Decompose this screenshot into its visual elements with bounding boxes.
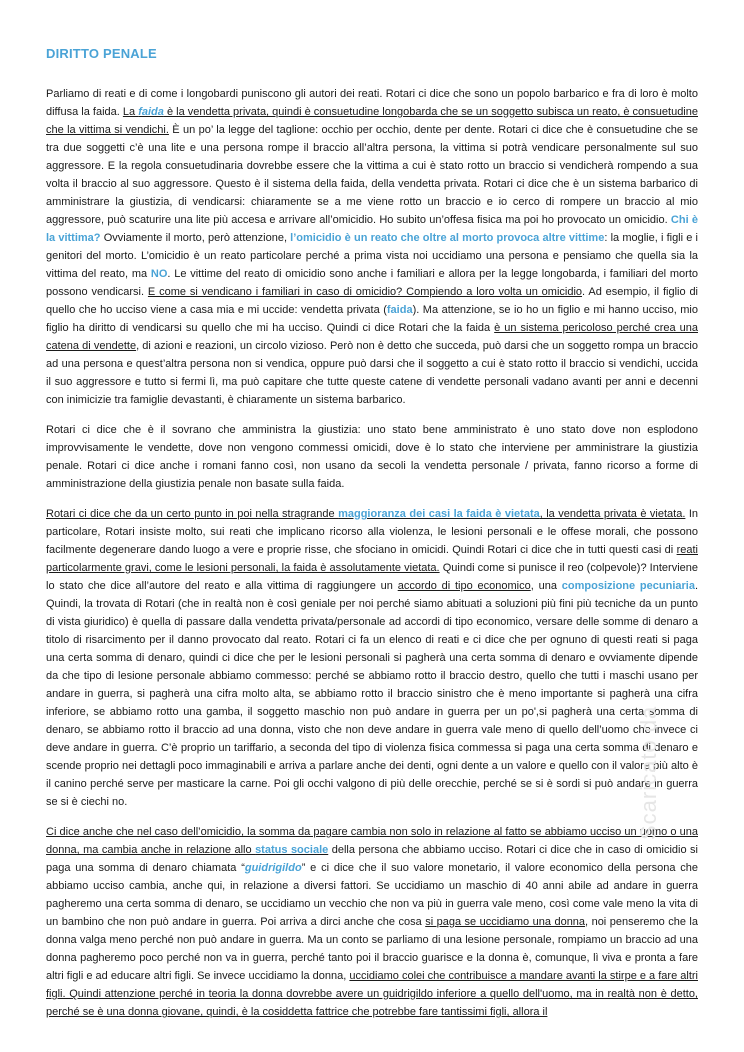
underlined-reati-gravi: reati particolarmente gravi, come le lesioni personali, la faida è assolutamente vietata. [46,544,698,574]
document-page [46,40,698,1033]
text-run: ” e ci dice che il suo valore monetario, il valore economico della persona che abbiamo ucciso cambia, anche qui, in relazione a diversi fattori. Se uccidiamo un maschio di 40 anni abile ad andare in guerra pagheremo una certa somma di denaro, se uccidiamo un vecchio che non va più in guerra vale meno, così come vale meno la vita di un bambino che non può andare in guerra. Poi arriva a dirci anche che cosa [46,862,698,928]
text-run: È un po’ la legge del taglione: occhio per occhio, dente per dente. Rotari ci dice che è consuetudine che se tra due soggetti c’è una lite e una persona rompe il braccio all’altra persona, la vittima si potrà vendicare personalmente sul suo aggressore. E la regola consuetudinaria dovrebbe essere che la vittima a cui è stato rotto un braccio si vendicherà rompendo a sua volta il braccio al suo aggressore. Questo è il sistema della faida, della vendetta privata. Rotari ci dice che è un sistema barbarico di amministrare la giustizia, di vendicarsi: chiaramente se a me viene rotto un braccio e io cerco di rompere un braccio al mio aggressore, può scaturire una lite più accesa e arrivare all’omicidio. Ho subito un’offesa fisica ma poi ho provocato un omicidio. [46,124,699,226]
text-run: della persona che abbiamo ucciso. Rotari ci dice che in caso di omicidio si paga una somma di denaro chiamata “ [46,844,699,874]
underlined-donna: si paga se uccidiamo una donna [425,916,586,928]
text-run: , di azioni e reazioni, un circolo vizioso. Però non è detto che succeda, può darsi che un soggetto rompa un braccio ad una persona e quest’altra persona non si vendica, oppure può darsi che il soggetto a cui è stato rotto il braccio si vendichi, uccida il suo aggressore e tutto si fermi lì, ma può capitare che tutte queste catene di vendette personali vadano avanti per anni e decenni con inimicizie tra famiglie devastanti, è chiaramente un sistema barbarico. [46,340,698,406]
highlight-divieto: maggioranza dei casi la faida è vietata [338,508,540,520]
text-run: . Le vittime del reato di omicidio sono anche i familiari e allora per la legge longobarda, i familiari del morto possono vendicarsi. [46,268,698,298]
text-run: è la vendetta privata, quindi è consuetudine longobarda che se un soggetto subisca un reato, è consuetudine che la vittima si vendichi. [46,106,698,136]
watermark: Scaricato da [636,705,661,840]
text-run: La [122,106,139,118]
paragraph-composizione [46,505,698,811]
text-run: : la moglie, i figli e i genitori del morto. L’omicidio è un reato particolare perché a prima vista noi uccidiamo una persona e pensiamo che quella sia la vittima del reato, ma [46,232,698,280]
paragraph-sovrano: Rotari ci dice che è il sovrano che amministra la giustizia: uno stato bene amministrato è uno stato dove non esplodono improvvisamente le vendette, dove non vengono commessi omicidi, dove è lo stato che interviene per amministrare la giustizia penale. Rotari ci dice anche i romani fanno così, non usano da secoli la vendetta personale / privata, fanno ricorso a forme di amministrazione della giustizia penale non basate sulla faida. [46,424,698,490]
text-run: In particolare, Rotari insiste molto, sui reati che implicano ricorso alla violenza, le lesioni personali e le offese morali, che possono facilmente degenerare dando luogo a vere e proprie risse, che sfociano in omicidi. Quindi Rotari ci dice che in tutti questi casi di [46,508,699,556]
highlight-guidrigildo: guidrigildo [244,862,302,874]
text-run: ). Ma attenzione, se io ho un figlio e mi hanno ucciso, mio figlio ha diritto di vendicarsi su quello che mi ha ucciso. Quindi ci dice Rotari che la faida [46,304,698,334]
highlight-no: NO [150,268,168,280]
text-run: Ovviamente il morto, però attenzione, [100,232,291,244]
highlight-term-faida: faida [138,106,164,118]
highlight-omicidio: l’omicidio è un reato che oltre al morto provoca altre vittime [290,232,605,244]
highlight-question: Chi è la vittima? [46,214,698,244]
highlight-faida: faida [386,304,413,316]
text-run: Rotari ci dice che da un certo punto in poi nella stragrande [46,508,339,520]
underlined-catena: è un sistema pericoloso perché crea una catena di vendette [46,322,698,352]
highlight-composizione: composizione pecuniaria [561,580,695,592]
text-run: , noi penseremo che la donna valga meno perché non può andare in guerra. Ma un conto se parliamo di una lesione personale, rompiamo un braccio ad una donna pagheremo poco perché non va in guerra, perché tanto poi il braccio guarisce e la donna è, comunque, lì viva e pronta a fare altri figli e ad educare altri figli. Se invece uccidiamo la donna, [46,916,698,982]
paragraph-faida [46,85,698,409]
text-run: , una [530,580,562,592]
underlined-question: E come si vendicano i familiari in caso di omicidio? Compiendo a loro volta un omicidio [147,286,583,298]
text-run: Ci dice anche che nel caso dell’omicidio, la somma da pagare cambia non solo in relazione al fatto se abbiamo ucciso un uomo o una donna, ma cambia anche in relazione allo [46,826,698,856]
text-run: . Ad esempio, il figlio di quello che ho ucciso viene a casa mia e mi uccide: vendetta privata ( [46,286,699,316]
text-run: , la vendetta privata è vietata. [539,508,686,520]
underlined-divieto [46,508,685,520]
page-title: DIRITTO PENALE [46,46,157,61]
text-run: Quindi come si punisce il reo (colpevole)? Interviene lo stato che dice all’autore del reato e alla vittima di raggiungere un [46,562,698,592]
text-run: Parliamo di reati e di come i longobardi puniscono gli autori dei reati. Rotari ci dice che sono un popolo barbarico e fra di loro è molto diffusa la faida. [46,88,698,118]
underlined-accordo: accordo di tipo economico [397,580,531,592]
text-run: . Quindi, la trovata di Rotari (che in realtà non è così geniale per noi perché siamo abituati a soluzioni più fini più tecniche da un punto di vista giuridico) è quella di passare dalla vendetta privata/personale ad accordi di tipo economico, versare delle somme di denaro a titolo di risarcimento per il danno provocato dal reato. Rotari ci fa un elenco di reati e ci dice che per ognuno di questi reati si paga una certa somma di denaro, quindi ci dice che per le lesioni personali si pagherà una certa somma di denaro e ovviamente dipende da che tipo di lesione personale abbiamo commesso: perché se abbiamo rotto il braccio destro, quello che tutti i maschi usano per andare in guerra, si pagherà una cifra molto alta, se abbiamo rotto il braccio sinistro che è meno importante si pagherà una cifra inferiore, se abbiamo rotto una gamba, il soggetto maschio non può andare in guerra per un po',si pagherà una certa somma di denaro, se abbiamo rotto il braccio ad una donna, visto che non deve andare in guerra vale meno di quello dell’uomo che invece ci deve andare in guerra. C’è proprio un tariffario, a seconda del tipo di violenza fisica commessa si paga una certa somma di denaro e scende proprio nei dettagli poco immaginabili e arriva a parlare anche dei denti, ogni dente a un valore e quello con il valore più alto è il canino perché serve per masticare la carne. Poi gli occhi valgono di più delle orecchie, perché se si è sordi si può andare in guerra se si è ciechi no. [46,580,699,808]
highlight-status: status sociale [255,844,329,856]
paragraph-guidrigildo [46,823,698,1021]
underlined-stirpe: uccidiamo colei che contribuisce a mandare avanti la stirpe e a fare altri figli. Quindi attenzione perché in teoria la donna dovrebbe avere un guidrigildo inferiore a quello dell'uomo, ma in realtà non è detto, perché se è una donna giovane, quindi, è la cosiddetta fattrice che potrebbe fare tantissimi figli, allora il [46,970,698,1018]
